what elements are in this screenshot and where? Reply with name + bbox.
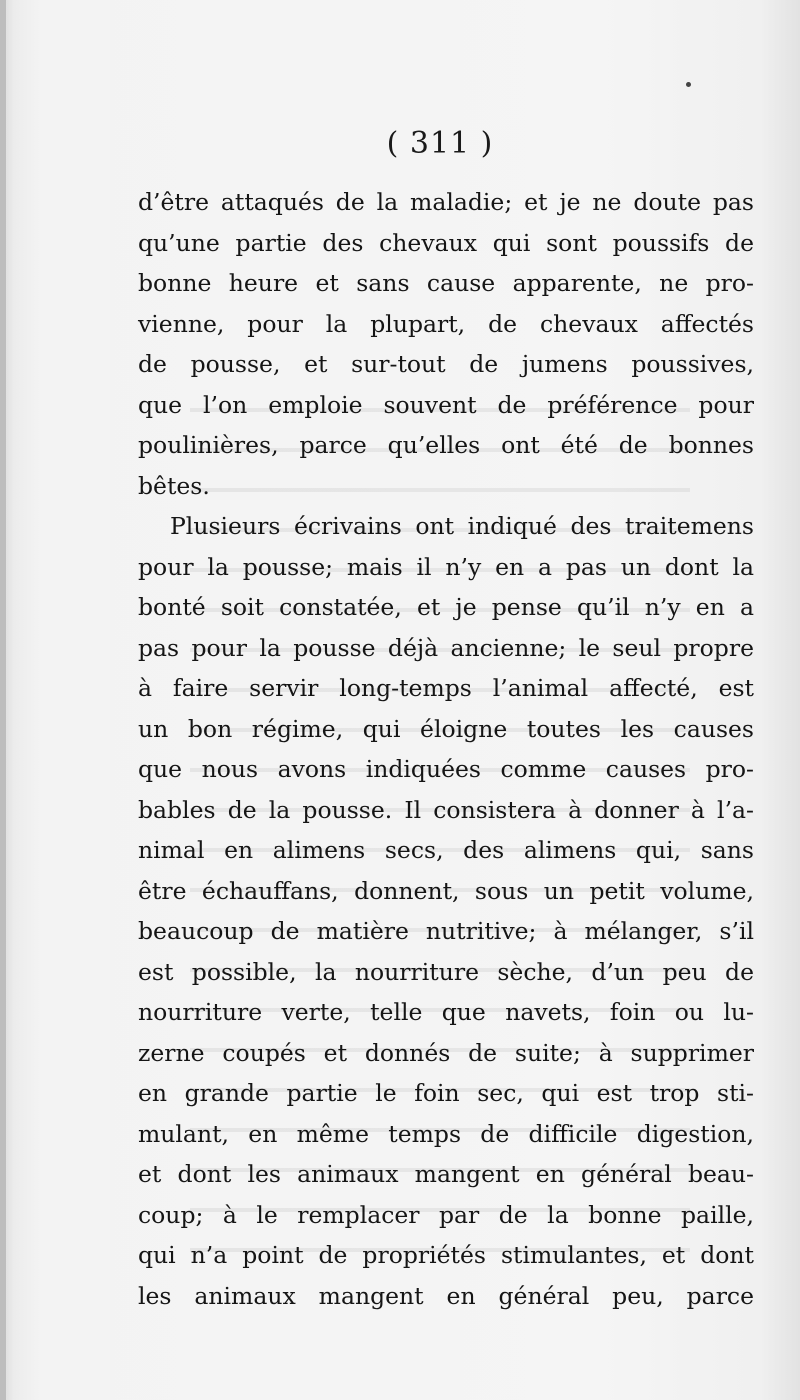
text-line: qui n’a point de propriétés stimulantes, et dont <box>138 1241 754 1269</box>
text-line: est possible, la nourriture sèche, d’un peu de <box>138 957 754 986</box>
page-spine-shadow <box>0 0 6 1400</box>
text-line: d’être attaqués de la maladie; et je ne doute pas <box>138 188 754 216</box>
text-line: nourriture verte, telle que navets, foin ou lu- <box>138 998 754 1026</box>
text-line: et dont les animaux mangent en général beau- <box>138 1160 754 1188</box>
body-text <box>138 182 754 1316</box>
text-line: être échauffans, donnent, sous un petit volume, <box>138 876 754 905</box>
text-line: en grande partie le foin sec, qui est trop sti- <box>138 1079 754 1107</box>
text-line: bêtes. <box>138 471 210 500</box>
text-line: pas pour la pousse déjà ancienne; le seul propre <box>138 633 754 662</box>
text-line: que nous avons indiquées comme causes pro- <box>138 755 754 783</box>
text-line: zerne coupés et donnés de suite; à supprimer <box>138 1038 754 1067</box>
text-line: mulant, en même temps de difficile digestion, <box>138 1119 754 1148</box>
text-line: qu’une partie des chevaux qui sont poussifs de <box>138 228 754 257</box>
text-line: bonté soit constatée, et je pense qu’il n’y en a <box>138 593 754 621</box>
text-line: beaucoup de matière nutritive; à mélanger, s’il <box>138 917 754 945</box>
text-line: pour la pousse; mais il n’y en a pas un dont la <box>138 552 754 581</box>
page-number: ( 311 ) <box>386 126 494 161</box>
ink-speck <box>686 82 691 87</box>
text-line: bables de la pousse. Il consistera à donner à l’a- <box>138 795 754 824</box>
text-line: les animaux mangent en général peu, parce <box>138 1281 754 1310</box>
text-line: nimal en alimens secs, des alimens qui, sans <box>138 836 754 864</box>
text-line: Plusieurs écrivains ont indiqué des traitemens <box>170 512 754 540</box>
text-line: vienne, pour la plupart, de chevaux affectés <box>138 309 754 338</box>
text-line: que l’on emploie souvent de préférence pour <box>138 390 754 419</box>
text-line: à faire servir long-temps l’animal affecté, est <box>138 674 754 702</box>
text-line: bonne heure et sans cause apparente, ne pro- <box>138 269 754 297</box>
text-line: coup; à le remplacer par de la bonne paille, <box>138 1200 754 1229</box>
text-line: un bon régime, qui éloigne toutes les causes <box>138 714 754 743</box>
text-line: de pousse, et sur-tout de jumens poussives, <box>138 350 754 378</box>
text-line: poulinières, parce qu’elles ont été de bonnes <box>138 431 754 459</box>
